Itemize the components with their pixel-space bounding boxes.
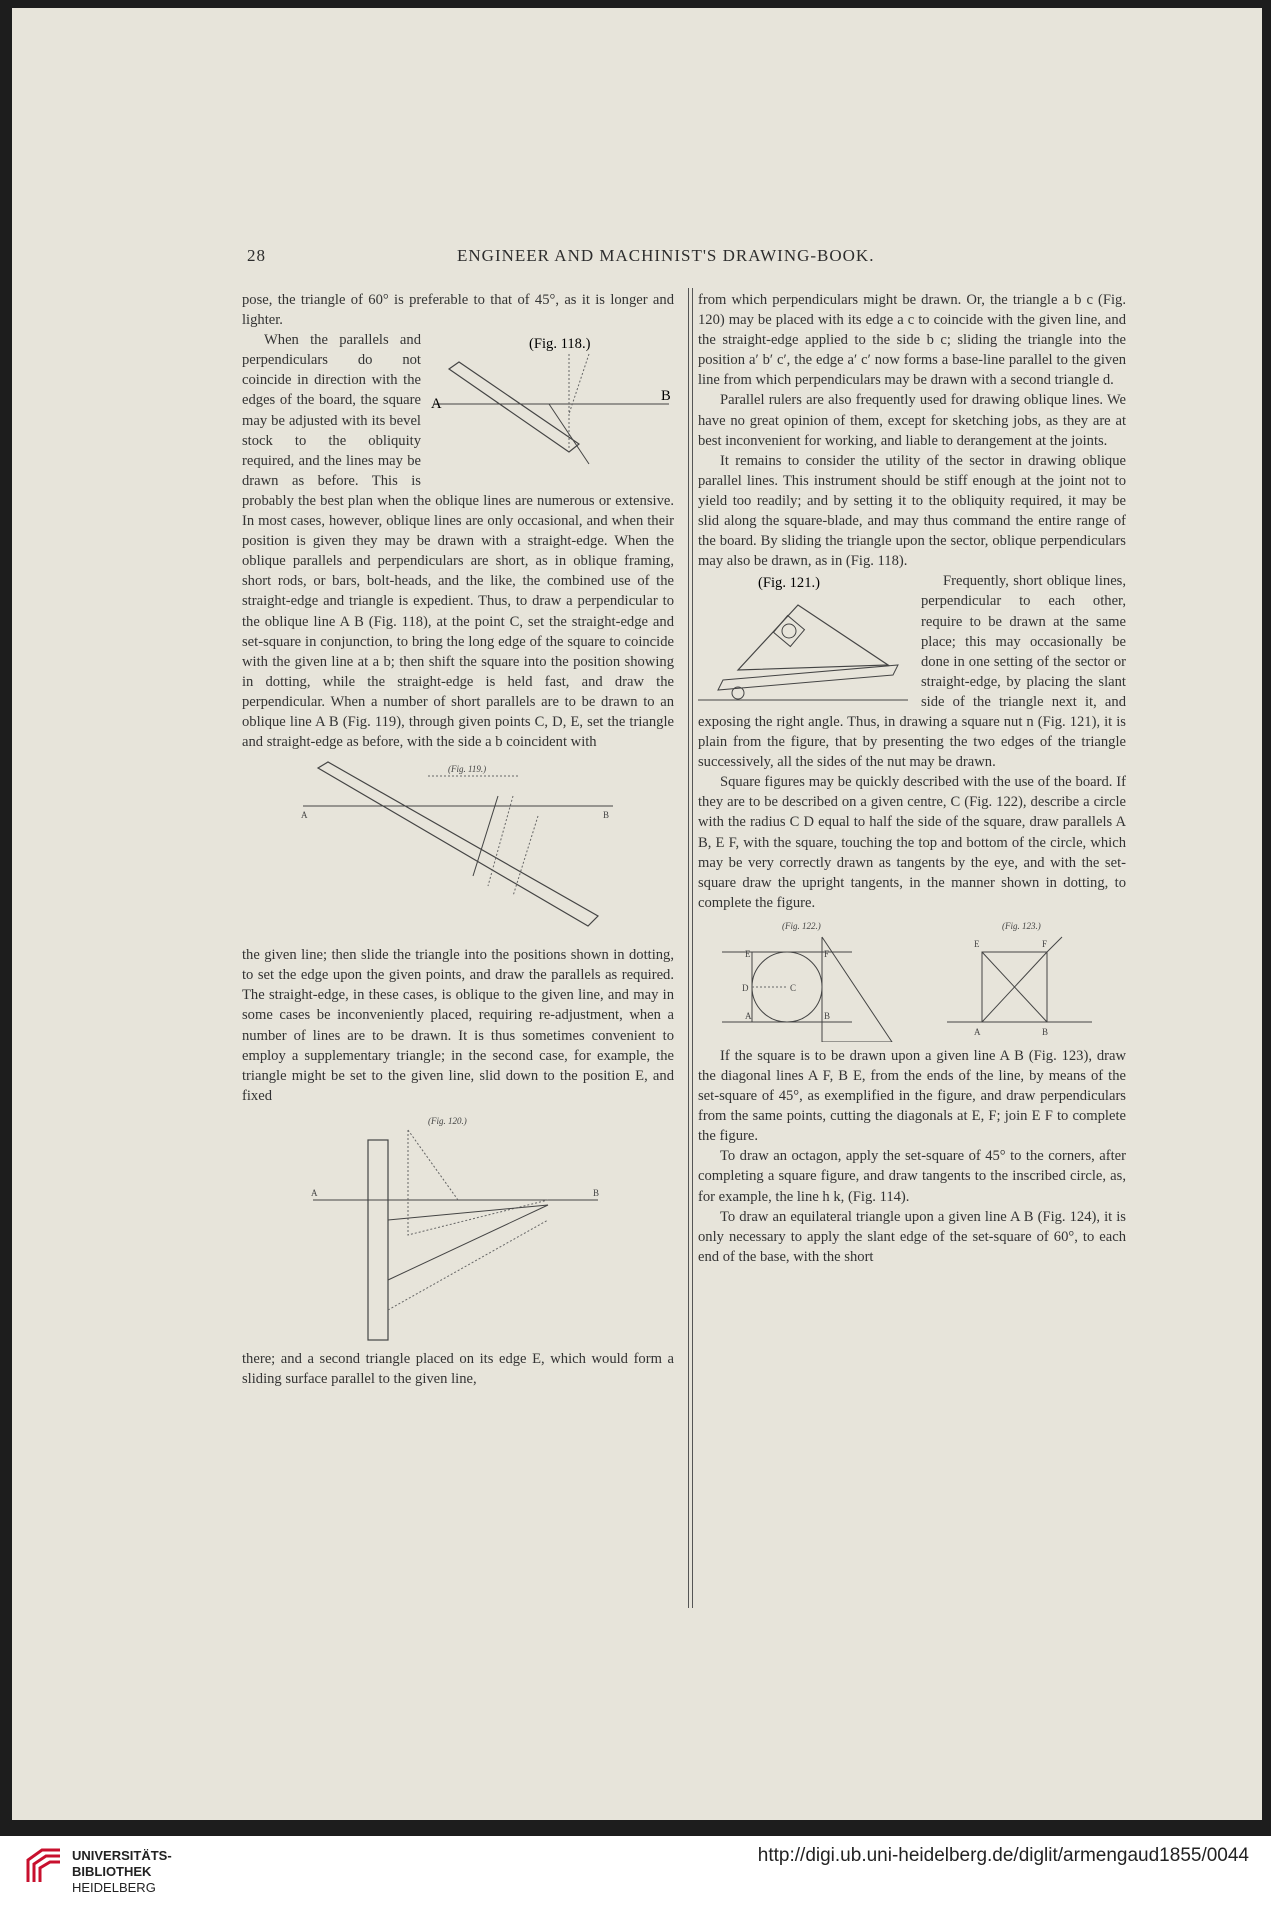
column-divider [688,288,693,1608]
figure-caption: (Fig. 119.) [448,764,487,775]
figure-caption: (Fig. 121.) [758,575,821,592]
figure-119 [298,756,618,941]
svg-text:F: F [824,948,830,959]
library-name [72,1848,172,1896]
svg-text:A: A [301,810,308,821]
figure-caption: (Fig. 118.) [529,336,591,353]
svg-text:C: C [790,982,797,993]
left-column [242,290,674,1389]
svg-text:E: E [745,948,751,959]
paragraph: When the parallels and perpendiculars do not coincide in direction with the edges of the board, the square may be adjusted with its bevel stock to the obliquity required, and the lines may be drawn as before. This is probably the best plan when the oblique lines are numerous or extensive. In most cases, however, oblique lines are only occasional, and when their position is given they may be drawn with a straight-edge. When the oblique parallels and perpendiculars are short, as in oblique framing, short rods, or bars, bolt-heads, and the like, the combined use of the straight-edge and triangle is expedient. Thus, to draw a perpendicular to the oblique line A B (Fig. 118), at the point C, set the straight-edge and set-square in conjunction, to bring the long edge of the square to coincide with the given line at a b; then shift the square into the position showing in dotting, while the straight-edge is held fast, and draw the perpendicular. When a number of short parallels are to be drawn to an oblique line A B (Fig. 119), through given points C, D, E, set the triangle and straight-edge as before, with the side a b coincident with [242,332,674,751]
svg-text:F: F [1042,938,1048,949]
svg-text:E: E [974,938,980,949]
source-url-link[interactable]: http://digi.ub.uni-heidelberg.de/diglit/armengaud1855/0044 [757,1845,1249,1866]
paragraph: Square figures may be quickly described with the use of the board. If they are to be described on a given centre, C (Fig. 122), describe a circle with the radius C D equal to half the side of the square, draw parallels A B, E F, with the square, touching the top and bottom of the circle, which may be very correctly drawn as tangents by the eye, and with the set-square draw the upright tangents, in the manner shown in dotting, to complete the figure. [698,774,1126,911]
running-title: ENGINEER AND MACHINIST'S DRAWING-BOOK. [457,246,875,265]
paragraph: To draw an equilateral triangle upon a given line A B (Fig. 124), it is only necessary to apply the slant edge of the set-square of 60°, to each end of the base, with the short [698,1208,1126,1265]
paragraph: If the square is to be drawn upon a given line A B (Fig. 123), draw the diagonal lines A F, B E, from the ends of the line, by means of the set-square of 45°, as exemplified in the figure, and draw perpendiculars from the same points, cutting the diagonals at E, F; join E F to complete the figure. [698,1047,1126,1145]
figure-120 [308,1110,608,1345]
figure-caption: (Fig. 122.) [782,920,821,931]
paragraph: pose, the triangle of 60° is preferable to that of 45°, as it is longer and lighter. [242,292,674,329]
figure-121 [698,575,913,705]
library-name-line: HEIDELBERG [72,1880,156,1895]
svg-text:A: A [974,1026,981,1037]
svg-text:D: D [742,982,749,993]
figure-caption: (Fig. 123.) [1002,920,1041,931]
paragraph: It remains to consider the utility of the sector in drawing oblique parallel lines. This instrument should be stiff enough at the joint not to yield too readily; and by setting it to the obliquity required, it may be slid along the square-blade, and may thus command the entire range of the board. By sliding the triangle upon the sector, oblique perpendiculars may also be drawn, as in (Fig. 118). [698,452,1126,570]
figure-118 [429,334,674,484]
library-logo-icon [24,1846,66,1886]
svg-text:A: A [745,1010,752,1021]
figures-122-123 [712,917,1112,1042]
svg-text:B: B [1042,1026,1049,1037]
paragraph: Parallel rulers are also frequently used for drawing oblique lines. We have no great opinion of them, except for sketching jobs, as they are at best inconvenient for working, and liable to derangement at the joints. [698,392,1126,449]
figure-caption: (Fig. 120.) [428,1115,467,1126]
paragraph: there; and a second triangle placed on its edge E, which would form a sliding surface parallel to the given line, [242,1350,674,1387]
svg-text:B: B [661,388,671,405]
page-number: 28 [247,246,266,265]
svg-text:B: B [603,810,610,821]
paragraph: from which perpendiculars might be drawn. Or, the triangle a b c (Fig. 120) may be placed with its edge a c to coincide with the given line, and the straight-edge applied to the side b c; sliding the triangle into the position a′ b′ c′, the edge a′ c′ now forms a base-line parallel to the given line from which perpendiculars may be drawn with a second triangle d. [698,292,1126,389]
library-name-line: UNIVERSITÄTS- [72,1848,172,1863]
svg-text:A: A [311,1187,318,1198]
library-name-line: BIBLIOTHEK [72,1864,152,1879]
paragraph: To draw an octagon, apply the set-square of 45° to the corners, after completing a square figure, and draw tangents to the inscribed circle, as, for example, the line h k, (Fig. 114). [698,1148,1126,1205]
paragraph: Frequently, short oblique lines, perpendicular to each other, require to be drawn at the same place; this may occasionally be done in one setting of the sector or straight-edge, by placing the slant side of the triangle next it, and exposing the right angle. Thus, in drawing a square nut n (Fig. 121), it is plain from the figure, that by presenting the two edges of the triangle successively, all the sides of the nut may be drawn. [698,573,1126,771]
svg-text:A: A [431,396,442,413]
svg-text:B: B [593,1187,600,1198]
right-column [698,290,1126,1267]
paragraph: the given line; then slide the triangle into the positions shown in dotting, to set the edge upon the given points, and draw the parallels as required. The straight-edge, in these cases, is oblique to the given line, and may in some cases be inconveniently placed, requiring re-adjustment, when a number of lines are to be drawn. It is thus sometimes convenient to employ a supplementary triangle; in the second case, for example, the triangle might be set to the given line, slid down to the position E, and fixed [242,947,674,1104]
svg-text:B: B [824,1010,831,1021]
